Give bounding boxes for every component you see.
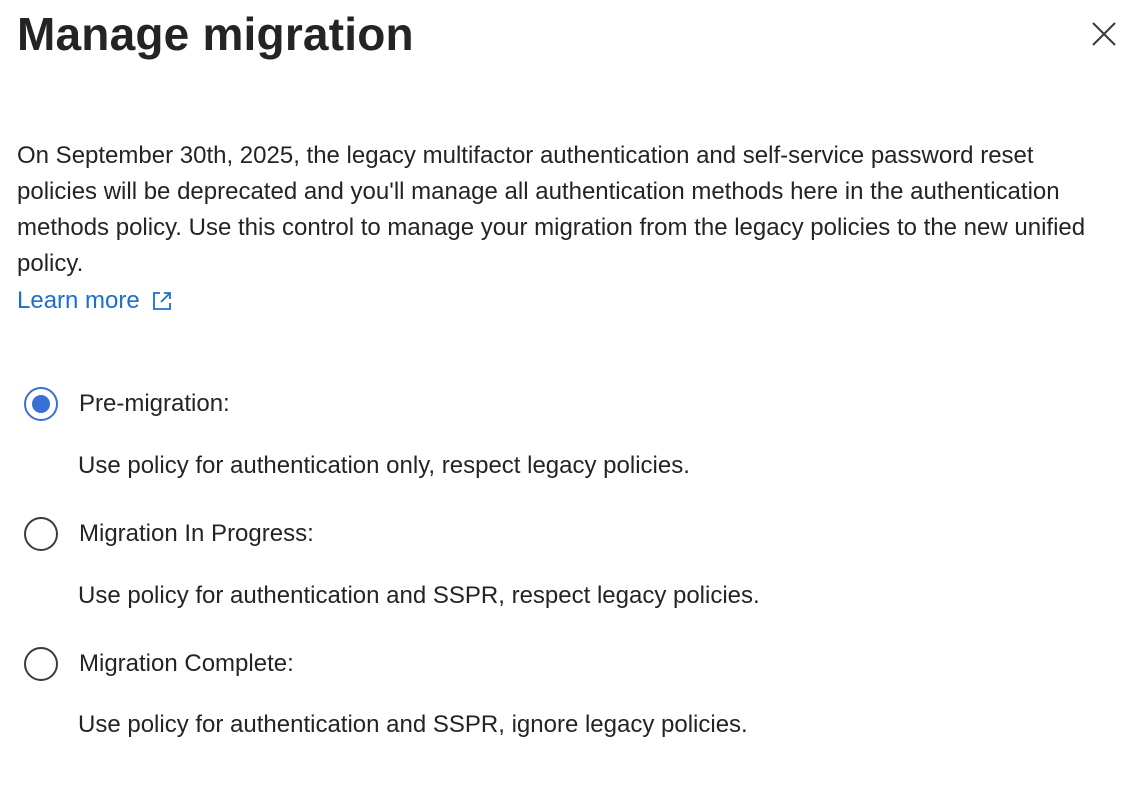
dialog-title: Manage migration xyxy=(17,8,414,60)
close-icon xyxy=(1091,21,1117,47)
radio-button-migration-in-progress[interactable] xyxy=(24,517,58,551)
learn-more-label: Learn more xyxy=(17,287,140,314)
radio-button-pre-migration[interactable] xyxy=(24,387,58,421)
option-description: Use policy for authentication and SSPR, respect legacy policies. xyxy=(78,582,760,609)
radio-button-migration-complete[interactable] xyxy=(24,647,58,681)
learn-more-link[interactable] xyxy=(17,283,172,319)
migration-description: On September 30th, 2025, the legacy multifactor authentication and self-service password reset policies will be deprecated and you'll manage all authentication methods here in the authentication methods policy. Use this control to manage your migration from the legacy policies to the new unified policy. xyxy=(17,142,1086,277)
radio-option-migration-in-progress[interactable] xyxy=(24,517,314,551)
close-button[interactable] xyxy=(1086,16,1122,52)
radio-option-pre-migration[interactable] xyxy=(24,387,230,421)
option-label: Migration Complete: xyxy=(79,650,294,677)
option-description: Use policy for authentication only, respect legacy policies. xyxy=(78,452,690,479)
option-description: Use policy for authentication and SSPR, ignore legacy policies. xyxy=(78,711,748,738)
option-label: Pre-migration: xyxy=(79,390,230,417)
external-link-icon xyxy=(152,291,172,311)
option-label: Migration In Progress: xyxy=(79,520,314,547)
radio-option-migration-complete[interactable] xyxy=(24,647,294,681)
